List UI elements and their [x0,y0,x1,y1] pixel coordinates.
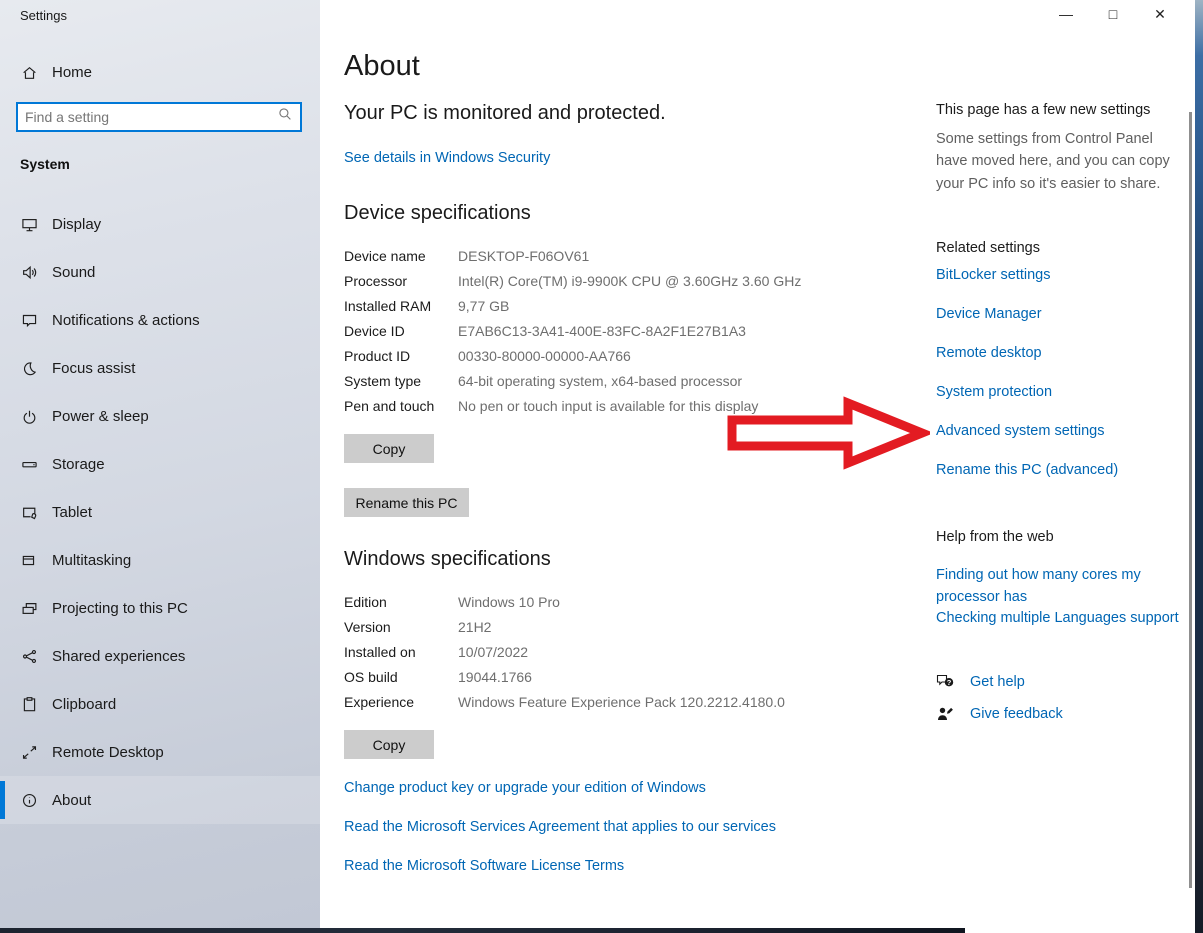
sidebar-item-label: Shared experiences [52,647,186,665]
services-agreement-link[interactable]: Read the Microsoft Services Agreement that applies to our services [344,819,776,835]
sidebar-nav-list [0,200,320,824]
minimize-button[interactable]: — [1059,6,1073,22]
windows-specs-table [344,594,785,719]
help-link-cores[interactable]: Finding out how many cores my processor has [936,567,1141,606]
spec-row: Installed on 10/07/2022 [344,644,529,660]
focus-assist-icon [20,359,38,377]
sidebar-section-system: System [20,156,70,172]
give-feedback-row[interactable] [936,705,1063,723]
sidebar-item-remote-desktop[interactable] [0,728,320,776]
taskbar-edge [0,928,965,933]
new-settings-title: This page has a few new settings [936,102,1151,118]
sidebar-item-focus-assist[interactable] [0,344,320,392]
spec-row: Product ID 00330-80000-00000-AA766 [344,348,631,364]
sidebar-item-clipboard[interactable] [0,680,320,728]
search-box[interactable] [16,102,302,132]
remote-desktop-icon [20,743,38,761]
scrollbar[interactable] [1189,112,1192,888]
windows-specs-heading: Windows specifications [344,548,551,570]
spec-row: OS build 19044.1766 [344,669,532,685]
red-arrow-annotation [726,396,930,477]
sidebar-item-storage[interactable] [0,440,320,488]
sidebar-item-label: Home [52,63,93,81]
sidebar-item-label: Multitasking [52,551,132,569]
sidebar [0,0,320,928]
sidebar-item-label: Notifications & actions [52,311,200,329]
sidebar-item-tablet[interactable] [0,488,320,536]
sidebar-item-notifications[interactable] [0,296,320,344]
sound-icon [20,263,38,281]
maximize-button[interactable]: □ [1108,6,1118,22]
system-protection-link[interactable]: System protection [936,384,1053,400]
sidebar-item-label: Clipboard [52,695,117,713]
sidebar-item-label: Remote Desktop [52,743,164,761]
sidebar-item-display[interactable] [0,200,320,248]
change-product-key-link[interactable]: Change product key or upgrade your edition of Windows [344,780,706,796]
rename-pc-button[interactable]: Rename this PC [344,488,469,517]
clipboard-icon [20,695,38,713]
spec-row: Experience Windows Feature Experience Pack 120.2212.4180.0 [344,694,785,710]
device-manager-link[interactable]: Device Manager [936,306,1042,322]
sidebar-item-label: Display [52,215,102,233]
sidebar-item-about[interactable] [0,776,320,824]
help-link-languages[interactable]: Checking multiple Languages support [936,610,1179,626]
multitasking-icon [20,551,38,569]
close-button[interactable]: ✕ [1154,6,1166,22]
advanced-system-settings-link[interactable]: Advanced system settings [936,423,1105,439]
spec-row: Installed RAM 9,77 GB [344,298,510,314]
sidebar-item-projecting[interactable] [0,584,320,632]
sidebar-item-multitasking[interactable] [0,536,320,584]
rename-pc-advanced-link[interactable]: Rename this PC (advanced) [936,462,1119,478]
remote-desktop-link[interactable]: Remote desktop [936,345,1042,361]
related-settings-heading: Related settings [936,240,1040,256]
get-help-icon [936,673,955,691]
sidebar-item-home[interactable] [0,50,320,94]
search-input[interactable] [18,103,278,131]
display-icon [20,215,38,233]
window-controls [1058,6,1168,23]
spec-row: Edition Windows 10 Pro [344,594,560,610]
spec-row: Processor Intel(R) Core(TM) i9-9900K CPU @ 3.60GHz 3.60 GHz [344,273,802,289]
sidebar-item-label: Tablet [52,503,93,521]
sidebar-item-label: Sound [52,263,96,281]
sidebar-item-label: Power & sleep [52,407,149,425]
copy-device-specs-button[interactable]: Copy [344,434,434,463]
spec-row: Device name DESKTOP-F06OV61 [344,248,590,264]
copy-windows-specs-button[interactable]: Copy [344,730,434,759]
projecting-icon [20,599,38,617]
spec-row: Device ID E7AB6C13-3A41-400E-83FC-8A2F1E27B1A3 [344,323,746,339]
give-feedback-icon [936,705,955,723]
get-help-link[interactable]: Get help [970,674,1025,690]
page-subtitle: Your PC is monitored and protected. [344,102,666,124]
give-feedback-link[interactable]: Give feedback [970,706,1063,722]
selected-indicator [0,781,5,819]
spec-row: Pen and touch No pen or touch input is available for this display [344,398,759,414]
storage-icon [20,455,38,473]
new-settings-body: Some settings from Control Panel have moved here, and you can copy your PC info so it's easier to share. [936,131,1170,192]
sidebar-item-sound[interactable] [0,248,320,296]
help-from-web-heading: Help from the web [936,529,1054,545]
license-terms-link[interactable]: Read the Microsoft Software License Terms [344,858,625,874]
home-icon [20,63,38,81]
about-icon [20,791,38,809]
search-icon [278,107,300,127]
window-title: Settings [20,8,67,23]
notifications-icon [20,311,38,329]
windows-security-link[interactable]: See details in Windows Security [344,150,551,166]
spec-row: System type 64-bit operating system, x64-based processor [344,373,743,389]
sidebar-item-shared-experiences[interactable] [0,632,320,680]
power-icon [20,407,38,425]
get-help-row[interactable] [936,673,1025,691]
sidebar-item-label: Projecting to this PC [52,599,188,617]
page-title: About [344,50,420,82]
bitlocker-settings-link[interactable]: BitLocker settings [936,267,1051,283]
device-specs-heading: Device specifications [344,202,531,224]
shared-experiences-icon [20,647,38,665]
desktop-edge [1195,0,1203,933]
sidebar-item-power-sleep[interactable] [0,392,320,440]
tablet-icon [20,503,38,521]
spec-row: Version 21H2 [344,619,492,635]
svg-text:?: ? [946,677,952,687]
sidebar-item-label: About [52,791,92,809]
sidebar-item-label: Focus assist [52,359,136,377]
sidebar-item-label: Storage [52,455,105,473]
